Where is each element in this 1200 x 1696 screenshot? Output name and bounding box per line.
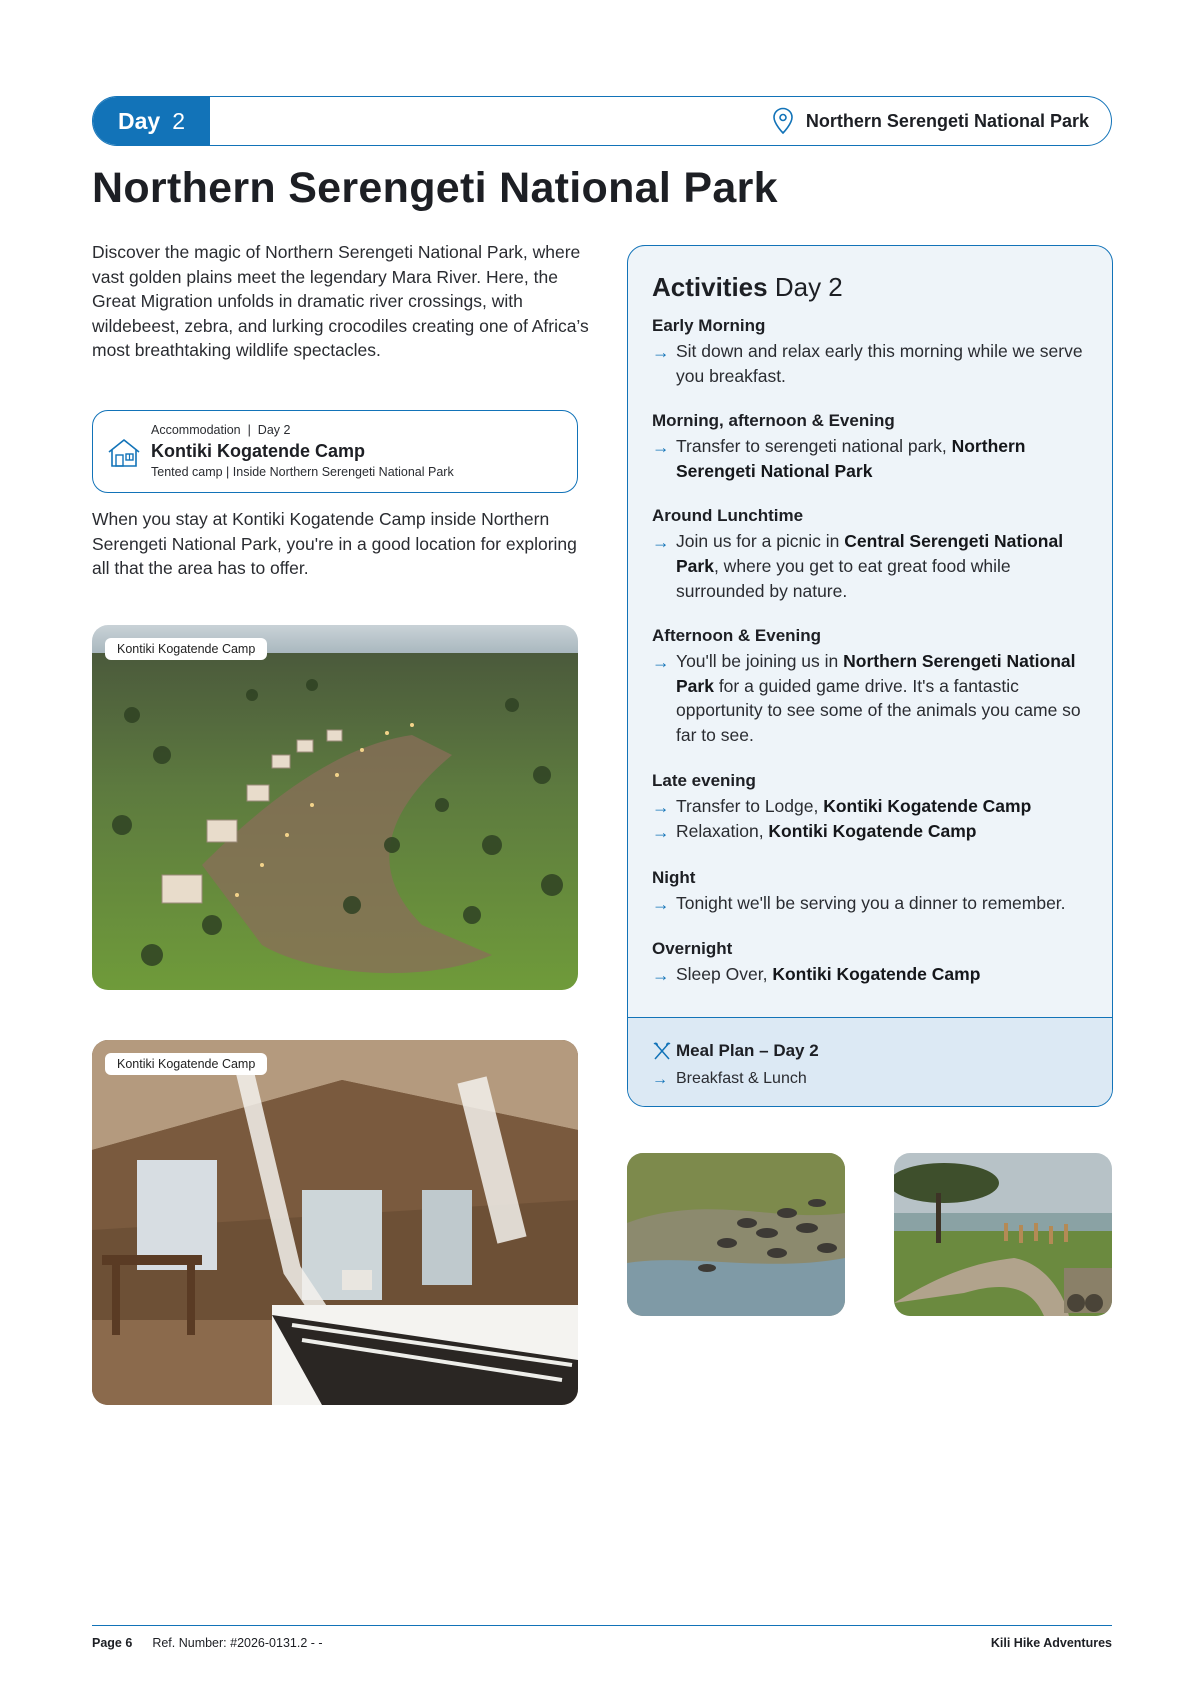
slot-late-evening xyxy=(652,770,1088,845)
page-number: Page 6 xyxy=(92,1636,133,1650)
activity-text xyxy=(676,794,1031,820)
activity-text-bold: Northern Serengeti National Park xyxy=(676,436,1026,481)
slot-heading: Afternoon & Evening xyxy=(652,626,822,646)
activity-text xyxy=(676,434,1088,483)
accommodation-name: Kontiki Kogatende Camp xyxy=(151,441,366,461)
meal-plan-line xyxy=(652,1067,1088,1093)
day-number: 2 xyxy=(172,107,185,134)
slot-afternoon xyxy=(652,625,1088,747)
intro-paragraph: Discover the magic of Northern Serengeti National Park, where vast golden plains meet the legendary Mara River. Here, the Great Migration unfolds in dramatic river crossings, with wildebeest, zebra, and lurking crocodiles creating one of Africa’s most breathtaking wildlife spectacles. xyxy=(92,242,589,361)
accommodation-subtitle: Tented camp | Inside Northern Serengeti National Park xyxy=(151,465,454,479)
meal-plan xyxy=(628,1017,1112,1106)
activity-text xyxy=(676,649,1088,747)
activity-text xyxy=(676,962,980,988)
activity-text-pre: Join us for a picnic in xyxy=(676,531,845,552)
tent-interior-photo xyxy=(92,1040,578,1405)
day-location xyxy=(772,107,1111,135)
page-footer xyxy=(92,1625,1112,1650)
stay-paragraph: When you stay at Kontiki Kogatende Camp inside Northern Serengeti National Park, you're in a good location for exploring all that the area has to offer. xyxy=(92,509,577,579)
meal-plan-heading-row xyxy=(652,1040,1088,1062)
meta-separator: | xyxy=(244,423,255,437)
activity-text xyxy=(676,529,1088,603)
accommodation-card[interactable] xyxy=(92,410,578,493)
activities-title xyxy=(652,272,1088,303)
activity-line xyxy=(652,649,1088,747)
arrow-right-icon: → xyxy=(652,893,670,914)
activity-line xyxy=(652,891,1088,917)
slot-morning xyxy=(652,410,1088,483)
map-pin-icon xyxy=(772,107,794,135)
activity-text-bold: Kontiki Kogatende Camp xyxy=(768,821,977,842)
activity-line xyxy=(652,819,1088,845)
activities-title-day: Day 2 xyxy=(774,272,843,302)
slot-heading: Around Lunchtime xyxy=(652,506,804,526)
activity-text-bold: Central Serengeti National Park xyxy=(676,531,1064,576)
river-crossing-image xyxy=(627,1153,845,1316)
arrow-right-icon: → xyxy=(652,532,670,553)
accommodation-meta xyxy=(151,422,454,438)
brand-name: Kili Hike Adventures xyxy=(990,1636,1112,1650)
activity-text-pre: Sleep Over, xyxy=(676,964,773,985)
day-label: Day xyxy=(118,107,161,134)
day-location-label: Northern Serengeti National Park xyxy=(805,110,1089,131)
activity-line xyxy=(652,339,1088,388)
aerial-photo-tag: Kontiki Kogatende Camp xyxy=(105,638,267,660)
activities-title-bold: Activities xyxy=(652,272,768,302)
slot-heading: Morning, afternoon & Evening xyxy=(652,411,895,431)
slot-overnight xyxy=(652,938,1088,988)
day-header-bar xyxy=(92,96,1112,146)
tent-interior-image xyxy=(92,1040,578,1405)
slot-heading: Overnight xyxy=(652,939,733,959)
arrow-right-icon: → xyxy=(652,342,670,362)
activity-line xyxy=(652,794,1088,820)
slot-heading: Night xyxy=(652,867,696,887)
day-badge xyxy=(93,97,210,145)
activity-text-bold: Northern Serengeti National Park xyxy=(676,651,1076,696)
arrow-right-icon: → xyxy=(652,652,670,673)
arrow-right-icon: → xyxy=(652,1071,668,1088)
activities-panel xyxy=(627,245,1113,1107)
accommodation-day: Day 2 xyxy=(257,423,291,437)
activity-text-bold: Kontiki Kogatende Camp xyxy=(823,795,1032,816)
activity-text-pre: You'll be joining us in xyxy=(676,651,844,672)
page-title: Northern Serengeti National Park xyxy=(92,164,778,212)
slot-heading: Late evening xyxy=(652,770,756,790)
game-drive-image xyxy=(894,1153,1112,1316)
activity-line xyxy=(652,529,1088,603)
tent-photo-tag: Kontiki Kogatende Camp xyxy=(105,1053,267,1075)
activity-text-post: , where you get to eat great food while surrounded by nature. xyxy=(676,555,1011,601)
accommodation-label: Accommodation xyxy=(151,423,241,437)
activity-text-bold: Kontiki Kogatende Camp xyxy=(772,964,981,985)
activity-text: Tonight we'll be serving you a dinner to remember. xyxy=(676,892,1066,913)
activity-line xyxy=(652,962,1088,988)
activity-text-pre: Transfer to serengeti national park, xyxy=(676,436,952,457)
utensils-icon xyxy=(652,1041,672,1061)
arrow-right-icon: → xyxy=(652,437,670,458)
house-icon xyxy=(107,438,141,468)
arrow-right-icon: → xyxy=(652,796,670,817)
activity-text: Sit down and relax early this morning while we serve you breakfast. xyxy=(676,341,1083,386)
slot-night xyxy=(652,867,1088,917)
slot-early-morning xyxy=(652,315,1088,388)
aerial-camp-photo xyxy=(92,625,578,990)
activity-text xyxy=(676,819,977,845)
arrow-right-icon: → xyxy=(652,822,670,843)
activity-text-pre: Relaxation, xyxy=(676,821,769,842)
meal-plan-text: Breakfast & Lunch xyxy=(676,1070,807,1087)
activity-text-pre: Transfer to Lodge, xyxy=(676,795,824,816)
activity-line xyxy=(652,434,1088,483)
game-drive-photo xyxy=(894,1153,1112,1316)
slot-lunch xyxy=(652,505,1088,603)
meal-plan-heading: Meal Plan – Day 2 xyxy=(676,1041,819,1060)
aerial-camp-image xyxy=(92,625,578,990)
river-crossing-photo xyxy=(627,1153,845,1316)
activity-text-post: for a guided game drive. It's a fantastic opportunity to see some of the animals you came so far to see. xyxy=(676,675,1081,745)
arrow-right-icon: → xyxy=(652,965,670,986)
slot-heading: Early Morning xyxy=(652,316,766,335)
reference-number: Ref. Number: #2026-0131.2 - - xyxy=(152,1636,323,1650)
